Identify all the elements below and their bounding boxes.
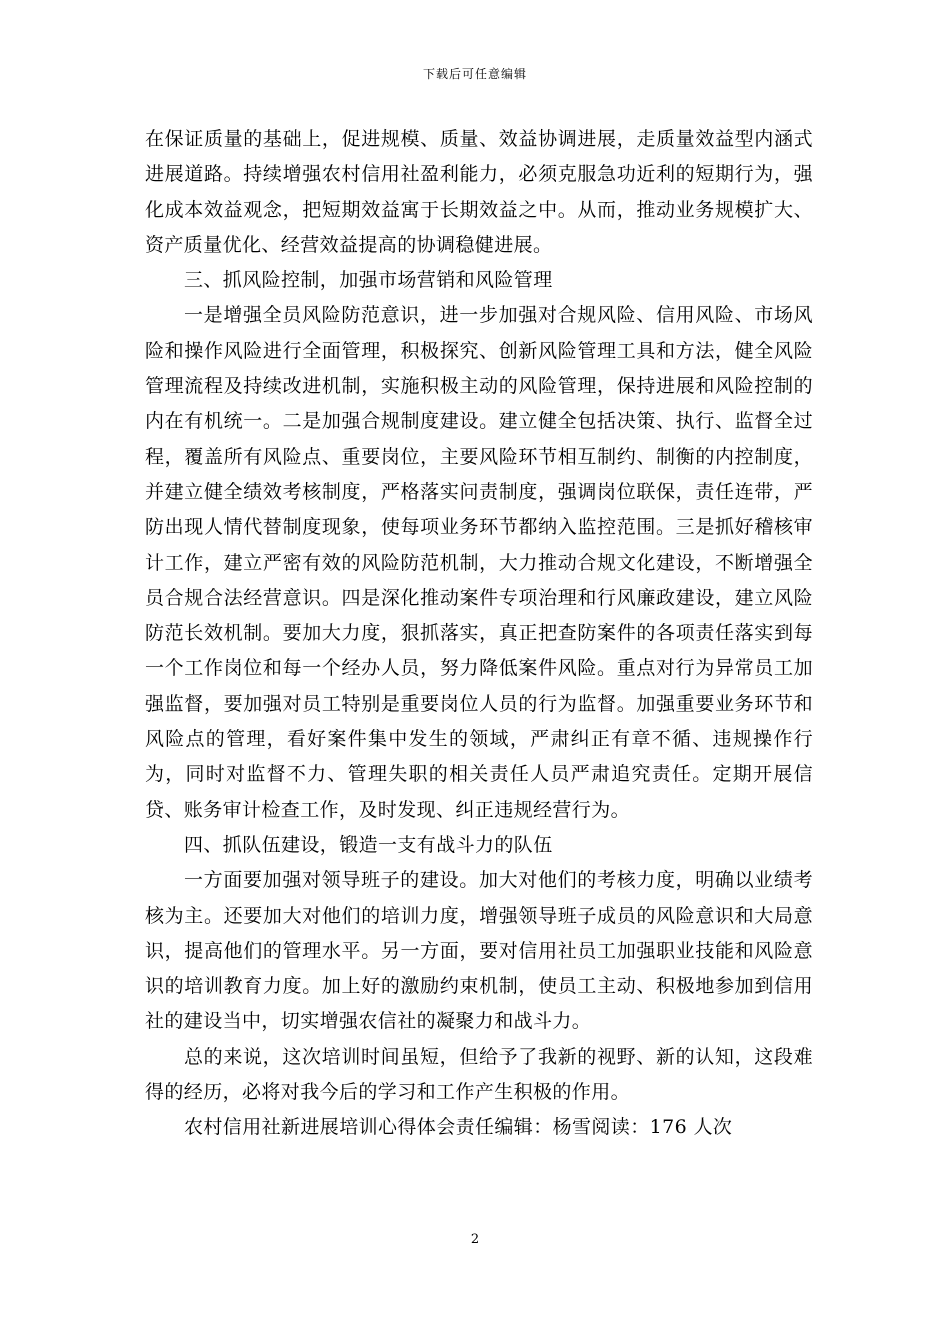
paragraph-editor-info: 农村信用社新进展培训心得体会责任编辑：杨雪阅读：176 人次: [184, 1116, 733, 1139]
page-number: 2: [470, 1232, 480, 1247]
section-heading-risk-control: 三、抓风险控制，加强市场营销和风险管理: [184, 269, 553, 292]
paragraph-risk-management: 一是增强全员风险防范意识，进一步加强对合规风险、信用风险、市场风险和操作风险进行全面管理，积极探究、创新风险管理工具和方法，健全风险管理流程及持续改进机制，实施积极主动的风险管理，保持进展和风险控制的内在有机统一。二是加强合规制度建设。建立健全包括决策、执行、监督全过程，覆盖所有风险点、重要岗位，主要风险环节相互制约、制衡的内控制度，并建立健全绩效考核制度，严格落实问责制度，强调岗位联保，责任连带，严防出现人情代替制度现象，使每项业务环节都纳入监控范围。三是抓好稽核审计工作，建立严密有效的风险防范机制，大力推动合规文化建设，不断增强全员合规合法经营意识。四是深化推动案件专项治理和行风廉政建设，建立风险防范长效机制。要加大力度，狠抓落实，真正把查防案件的各项责任落实到每一个工作岗位和每一个经办人员，努力降低案件风险。重点对行为异常员工加强监督，要加强对员工特别是重要岗位人员的行为监督。加强重要业务环节和风险点的管理，看好案件集中发生的领域，严肃纠正有章不循、违规操作行为，同时对监督不力、管理失职的相关责任人员严肃追究责任。定期开展信贷、账务审计检查工作，及时发现、纠正违规经营行为。: [145, 304, 813, 821]
section-heading-team-building: 四、抓队伍建设，锻造一支有战斗力的队伍: [184, 833, 553, 856]
paragraph-conclusion: 总的来说，这次培训时间虽短，但给予了我新的视野、新的认知，这段难得的经历，必将对我今后的学习和工作产生积极的作用。: [145, 1045, 813, 1104]
document-body: [145, 122, 813, 1146]
paragraph-quality-development: 在保证质量的基础上，促进规模、质量、效益协调进展，走质量效益型内涵式进展道路。持续增强农村信用社盈利能力，必须克服急功近利的短期行为，强化成本效益观念，把短期效益寓于长期效益之中。从而，推动业务规模扩大、资产质量优化、经营效益提高的协调稳健进展。: [145, 128, 813, 256]
page-header: 下载后可任意编辑: [422, 67, 527, 81]
paragraph-team-building: 一方面要加强对领导班子的建设。加大对他们的考核力度，明确以业绩考核为主。还要加大对他们的培训力度，增强领导班子成员的风险意识和大局意识，提高他们的管理水平。另一方面，要对信用社员工加强职业技能和风险意识的培训教育力度。加上好的激励约束机制，使员工主动、积极地参加到信用社的建设当中，切实增强农信社的凝聚力和战斗力。: [145, 869, 813, 1033]
